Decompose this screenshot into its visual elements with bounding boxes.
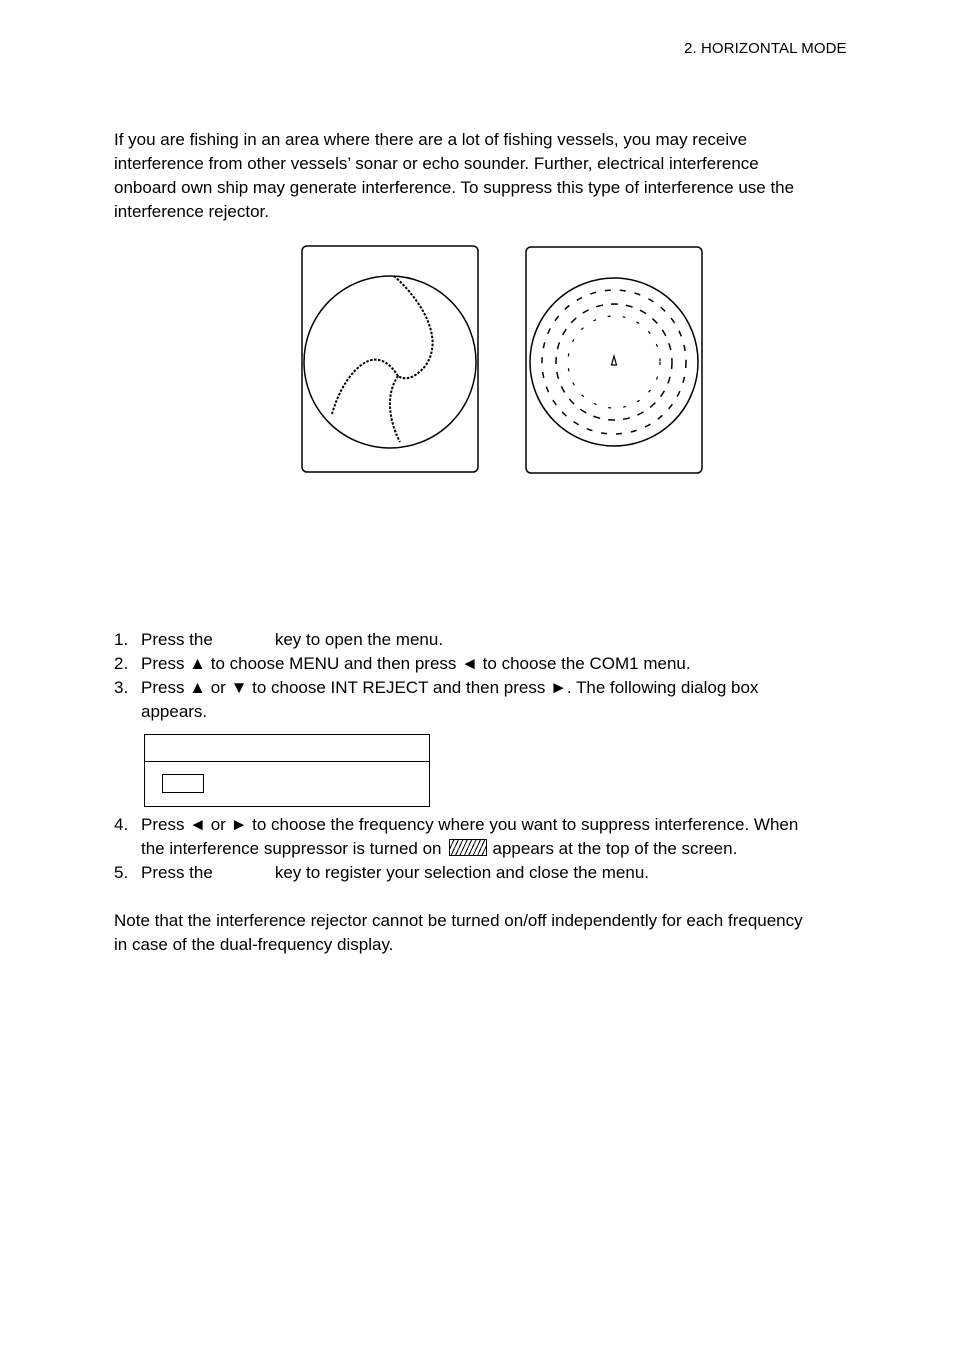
interference-illustration xyxy=(296,240,716,480)
step-text: the interference suppressor is turned on xyxy=(141,839,442,858)
left-screen-frame xyxy=(302,246,478,472)
int-reject-dialog xyxy=(144,734,430,807)
step-number: 5. xyxy=(114,863,129,882)
step-item xyxy=(114,628,874,652)
step-number: 3. xyxy=(114,678,129,697)
step-text: key to register your selection and close the menu. xyxy=(274,863,650,882)
step-text-continued xyxy=(141,837,874,861)
note-line: Note that the interference rejector cannot be turned on/off independently for each frequency xyxy=(114,911,803,930)
step-number: 1. xyxy=(114,630,129,649)
step-item xyxy=(114,861,874,885)
right-screen-frame xyxy=(526,247,702,473)
intro-line: onboard own ship may generate interference. To suppress this type of interference use the xyxy=(114,178,795,197)
intro-line: If you are fishing in an area where there are a lot of fishing vessels, you may receive xyxy=(114,130,748,149)
step-item xyxy=(114,676,874,724)
step-text-continued: appears. xyxy=(141,702,208,721)
intro-line: interference rejector. xyxy=(114,202,269,221)
step-text: appears at the top of the screen. xyxy=(492,839,738,858)
step-text: Press ▲ to choose MENU and then press ◄ to choose the COM1 menu. xyxy=(141,654,691,673)
panel-with-interference xyxy=(302,246,478,472)
step-text: key to open the menu. xyxy=(274,630,444,649)
panel-interference-rejected xyxy=(526,247,702,473)
note-paragraph xyxy=(114,909,884,957)
intro-line: interference from other vessels’ sonar or echo sounder. Further, electrical interference xyxy=(114,154,759,173)
step-number: 2. xyxy=(114,654,129,673)
dialog-option-box[interactable] xyxy=(162,774,204,793)
step-item xyxy=(114,652,874,676)
procedure-steps-continued xyxy=(114,813,874,885)
interference-indicator-icon xyxy=(449,839,487,856)
dialog-title-bar xyxy=(145,735,429,762)
step-text: Press the xyxy=(141,630,213,649)
step-number: 4. xyxy=(114,815,129,834)
page-header: 2. HORIZONTAL MODE xyxy=(684,40,847,57)
intro-paragraph xyxy=(114,128,874,224)
step-text: Press ◄ or ► to choose the frequency where you want to suppress interference. When xyxy=(141,815,799,834)
step-item xyxy=(114,813,874,861)
procedure-steps xyxy=(114,628,874,724)
step-text: Press the xyxy=(141,863,213,882)
step-text: Press ▲ or ▼ to choose INT REJECT and then press ►. The following dialog box xyxy=(141,678,759,697)
note-line: in case of the dual-frequency display. xyxy=(114,935,394,954)
